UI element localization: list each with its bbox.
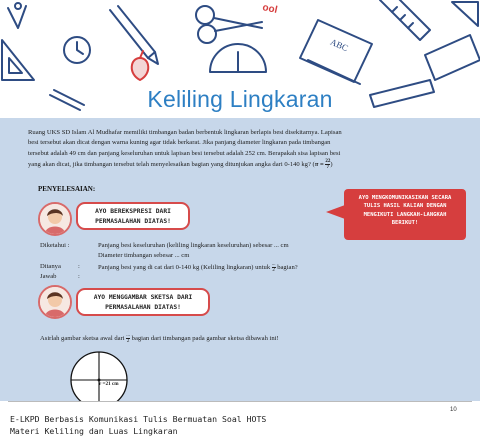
fraction-denominator: 2 [126,339,130,344]
fraction-numerator: ... [126,333,130,338]
sketch-suffix: bagian dari timbangan pada gambar sketsa dibawah ini! [131,335,279,343]
book-label: ABC [328,36,350,54]
fraction-numerator: ... [271,262,276,267]
footer-title: E-LKPD Berbasis Komunikasi Tulis Bermuatan Soal HOTS [10,414,267,424]
close-paren: ) [330,160,333,168]
ditanya-question [98,262,298,273]
diketahui-text-2: Diameter timbangan sebesar ... cm [98,252,190,259]
notebook-icon [425,35,480,80]
speech-bubble-express [76,202,190,230]
student-avatar [38,285,72,319]
ditanya-colon: : [78,263,80,270]
fraction-denominator: 2 [272,268,275,273]
girl-avatar-icon [40,204,70,234]
girl-avatar-icon [40,287,70,317]
clock-icon [64,37,90,63]
callout-text: BERIKUT! [391,220,419,227]
callout-text: TULIS HASIL KALIAN DENGAN [363,203,447,210]
scissors-icon [196,6,262,43]
triangle-ruler-icon [2,40,34,80]
ditanya-text: Panjang besi yang di cat dari 0-140 kg (Keliling lingkaran) untuk [98,264,271,272]
pi-numerator: 22 [325,158,331,164]
circle-sketch [64,345,134,401]
ditanya-suffix: bagian? [277,264,298,272]
callout-pointer [326,205,345,219]
callout-text: AYO MENGKOMUNIKASIKAN SECARA [358,195,452,201]
radius-label: r =21 cm [99,381,119,387]
footer-subtitle: Materi Keliling dan Luas Lingkaran [10,426,178,436]
pi-denominator: 7 [326,164,330,170]
diketahui-label: Diketahui : [40,242,70,249]
svg-text:ool: ool [261,2,279,17]
problem-line [28,159,448,170]
page-number: 10 [450,407,457,413]
ditanya-label: Ditanya [40,263,61,270]
pencil-icon [110,6,158,64]
problem-line: Ruang UKS SD Islam Al Mudhafar memiliki timbangan badan berbentuk lingkaran berlapis besi disekitarnya. Lapisan [28,129,342,136]
protractor-icon [210,44,266,72]
header-banner [0,0,480,118]
book-icon [300,20,372,84]
bubble-text: AYO BEREKSPRESI DARI [95,208,171,215]
bubble-text: AYO MENGGAMBAR SKETSA DARI [93,294,193,301]
speech-bubble-sketch [76,288,210,316]
problem-line: tersebut adalah 49 cm dan panjang keseluruhan untuk lapisan besi tersebut adalah 252 cm. Berapakah sisa lapisan besi [28,149,341,157]
footer-divider [8,401,472,402]
problem-line: besi tersebut akan dicat dengan warna kuning agar tidak berkarat. Jika panjang diameter lingkaran pada timbangan [28,139,331,147]
compass-icon [8,3,26,28]
problem-statement [28,128,448,170]
pi-symbol: π [314,160,319,168]
callout-text: MENGIKUTI LANGKAH-LANGKAH [363,211,447,218]
ditanya-fraction [272,262,276,273]
triangle-small-icon [452,2,478,26]
diketahui-text-1: Panjang besi keseluruhan (keliling lingkaran keseluruhan) sebesar ... cm [98,242,289,249]
bubble-text: PERMASALAHAN DIATAS! [95,218,171,225]
sketch-fraction [126,333,130,344]
ruler-icon [380,0,430,40]
student-avatar [38,202,72,236]
equals-sign: = [320,160,324,168]
problem-line-text: yang akan dicat, jika timbangan tersebut telah menyelesaikan bagian yang ditunjukan angka dari 0-140 kg? ( [28,160,315,168]
page-title: Keliling Lingkaran [147,86,333,112]
sketch-text: Asirlah gambar sketsa awal dari [40,335,125,343]
penyelesaian-heading: PENYELESAIAN: [38,185,96,193]
jawab-colon: : [78,273,80,280]
communication-callout [344,189,466,240]
bubble-text: PERMASALAHAN DIATAS! [105,304,181,311]
jawab-label: Jawab [40,273,57,280]
sketch-instruction [40,333,279,344]
